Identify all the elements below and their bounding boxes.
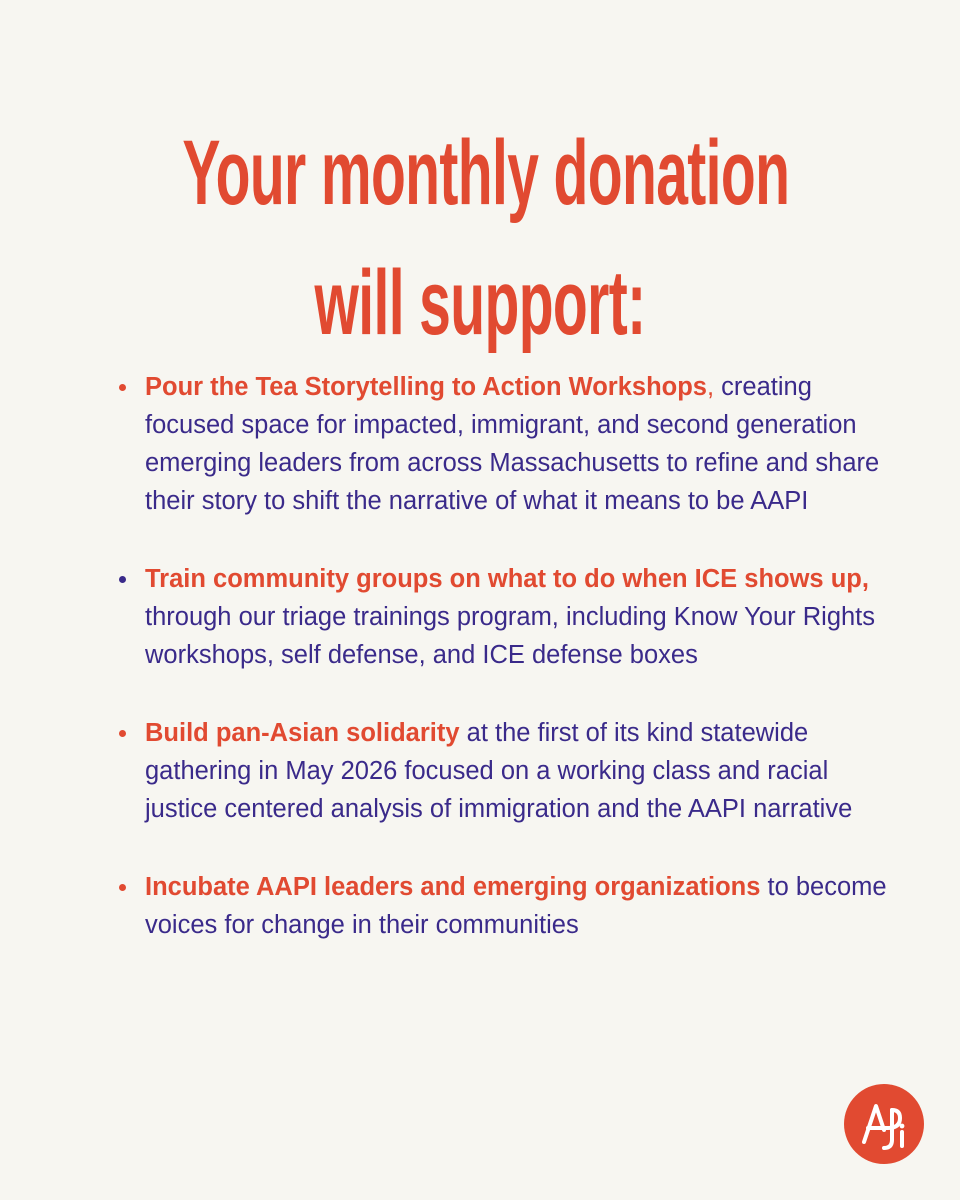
headline-line-2: will support: (314, 252, 646, 354)
support-list (0, 368, 960, 984)
aapi-org-logo-icon (844, 1084, 924, 1164)
item-text: to become voices for change in their communities (145, 873, 887, 939)
item-highlight: Incubate AAPI leaders and emerging organizations (145, 873, 761, 901)
headline (0, 108, 960, 368)
bullet-icon (119, 884, 126, 891)
bullet-icon (119, 576, 126, 583)
item-highlight: Train community groups on what to do when ICE shows up, (145, 565, 869, 593)
item-text: creating focused space for impacted, immigrant, and second generation emerging leaders from across Massachusetts to refine and share their story to shift the narrative of what it means to be AAPI (145, 373, 880, 515)
bullet-icon (119, 384, 126, 391)
bullet-icon (119, 730, 126, 737)
support-item-incubate (0, 868, 960, 944)
item-highlight: Build pan-Asian solidarity (145, 719, 460, 747)
headline-line-1: Your monthly donation (182, 122, 790, 224)
support-item-ice-training (0, 560, 960, 674)
item-text: through our triage trainings program, including Know Your Rights workshops, self defense, and ICE defense boxes (145, 603, 876, 669)
support-item-solidarity (0, 714, 960, 828)
support-item-storytelling (0, 368, 960, 520)
item-highlight: Pour the Tea Storytelling to Action Workshops (145, 373, 707, 401)
item-text: at the first of its kind statewide gathering in May 2026 focused on a working class and racial justice centered analysis of immigration and the AAPI narrative (145, 719, 853, 823)
item-highlight-suffix: , (706, 373, 715, 401)
